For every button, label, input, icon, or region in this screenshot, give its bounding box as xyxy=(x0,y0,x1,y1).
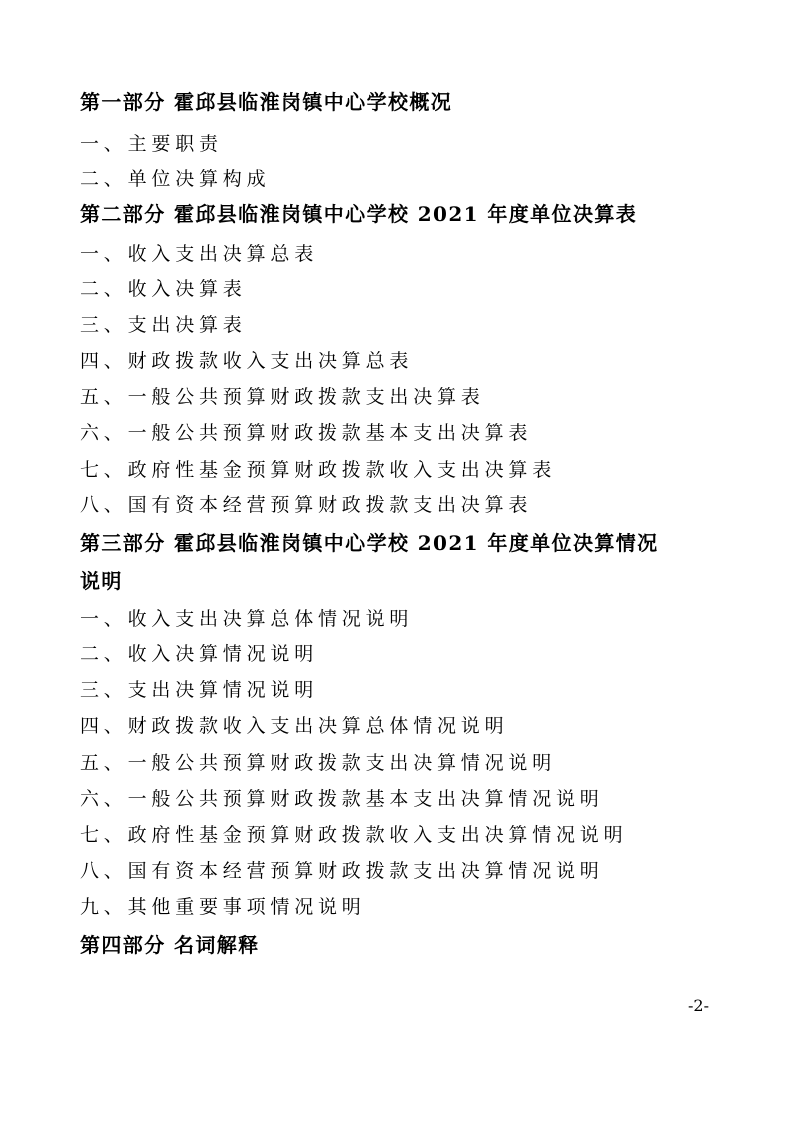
toc-item: 六、一般公共预算财政拨款基本支出决算表 xyxy=(80,422,533,444)
toc-item: 九、其他重要事项情况说明 xyxy=(80,896,366,918)
part2-heading: 第二部分 霍邱县临淮岗镇中心学校 2021 年度单位决算表 xyxy=(80,202,638,226)
toc-item: 二、收入决算情况说明 xyxy=(80,643,319,665)
toc-item: 四、财政拨款收入支出决算总表 xyxy=(80,350,414,372)
toc-item: 一、收入支出决算总体情况说明 xyxy=(80,608,414,630)
toc-item: 七、政府性基金预算财政拨款收入支出决算情况说明 xyxy=(80,824,628,846)
toc-item: 二、单位决算构成 xyxy=(80,168,271,190)
part4-heading: 第四部分 名词解释 xyxy=(80,933,260,957)
toc-item: 八、国有资本经营预算财政拨款支出决算情况说明 xyxy=(80,860,604,882)
toc-item: 五、一般公共预算财政拨款支出决算表 xyxy=(80,386,485,408)
toc-item: 一、收入支出决算总表 xyxy=(80,243,319,265)
part1-heading: 第一部分 霍邱县临淮岗镇中心学校概况 xyxy=(80,90,453,114)
toc-item: 三、支出决算情况说明 xyxy=(80,679,319,701)
page-number: -2- xyxy=(688,996,709,1015)
toc-item: 六、一般公共预算财政拨款基本支出决算情况说明 xyxy=(80,788,604,810)
toc-item: 二、收入决算表 xyxy=(80,278,247,300)
part3-heading-continued: 说明 xyxy=(80,569,123,593)
toc-item: 八、国有资本经营预算财政拨款支出决算表 xyxy=(80,494,533,516)
toc-item: 三、支出决算表 xyxy=(80,314,247,336)
toc-item: 一、主要职责 xyxy=(80,133,223,155)
toc-item: 四、财政拨款收入支出决算总体情况说明 xyxy=(80,715,509,737)
toc-item: 七、政府性基金预算财政拨款收入支出决算表 xyxy=(80,459,557,481)
part3-heading: 第三部分 霍邱县临淮岗镇中心学校 2021 年度单位决算情况 xyxy=(80,531,659,555)
toc-item: 五、一般公共预算财政拨款支出决算情况说明 xyxy=(80,752,557,774)
